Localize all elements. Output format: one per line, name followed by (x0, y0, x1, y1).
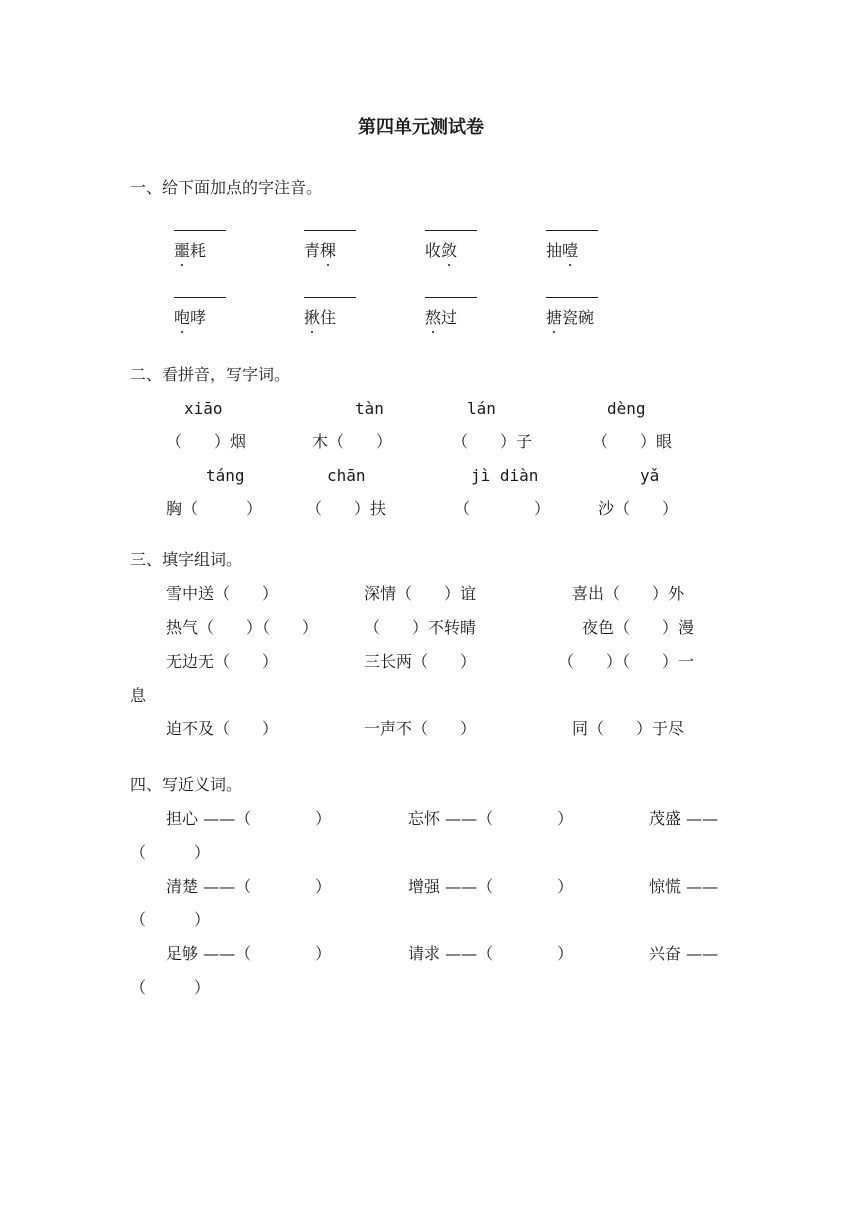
pinyin: tàn (355, 399, 384, 418)
idiom-blank: 雪中送（ ） (166, 584, 279, 603)
word-item: 搪瓷碗 (546, 308, 595, 327)
section2-heading: 二、看拼音，写字词。 (130, 365, 291, 384)
pinyin: xiāo (184, 399, 223, 418)
pinyin: dèng (607, 399, 646, 418)
synonym-wrap: （ ） (130, 910, 211, 929)
idiom-blank: 喜出（ ）外 (572, 584, 685, 603)
fill-word: 木（ ） (312, 432, 393, 451)
synonym-item: 惊慌 —— (649, 877, 719, 896)
answer-blank (425, 230, 477, 231)
fill-word: 胸（ ） (166, 499, 263, 518)
idiom-blank: 迫不及（ ） (166, 719, 279, 738)
pinyin: chān (327, 466, 366, 485)
synonym-wrap: （ ） (130, 978, 211, 997)
idiom-blank: 三长两（ ） (364, 652, 477, 671)
dotted-char: 稞 (320, 241, 337, 260)
section3-heading: 三、填字组词。 (130, 550, 243, 569)
dotted-char: 咆 (174, 308, 191, 327)
dotted-char: 搪 (546, 308, 563, 327)
word-item: 揪住 (304, 308, 337, 327)
page-title: 第四单元测试卷 (358, 117, 484, 138)
fill-word: （ ）眼 (592, 432, 673, 451)
idiom-blank: 热气（ ）（ ） (166, 618, 319, 637)
section1-heading: 一、给下面加点的字注音。 (130, 178, 323, 197)
idiom-blank: （ ）不转睛 (364, 618, 477, 637)
dotted-char: 噎 (562, 241, 579, 260)
fill-word: （ ）扶 (306, 499, 387, 518)
word-item: 噩耗 (174, 241, 207, 260)
answer-blank (546, 230, 598, 231)
idiom-blank: （ ）（ ）一 (558, 652, 695, 671)
synonym-item: 忘怀 ——（ ） (408, 809, 574, 828)
pinyin: yǎ (640, 466, 660, 485)
idiom-wrap: 息 (130, 686, 147, 705)
fill-word: 沙（ ） (598, 499, 679, 518)
synonym-item: 增强 ——（ ） (408, 877, 574, 896)
word-item: 熬过 (425, 308, 458, 327)
answer-blank (546, 297, 598, 298)
pinyin: jì diàn (471, 466, 539, 485)
idiom-blank: 深情（ ）谊 (364, 584, 477, 603)
answer-blank (304, 297, 356, 298)
synonym-item: 清楚 ——（ ） (166, 877, 332, 896)
idiom-blank: 一声不（ ） (364, 719, 477, 738)
synonym-item: 请求 ——（ ） (408, 944, 574, 963)
dotted-char: 揪 (304, 308, 321, 327)
dotted-char: 熬 (425, 308, 442, 327)
synonym-wrap: （ ） (130, 843, 211, 862)
word-item: 收敛 (425, 241, 458, 260)
word-item: 青稞 (304, 241, 337, 260)
answer-blank (174, 230, 226, 231)
word-item: 抽噎 (546, 241, 579, 260)
fill-word: （ ） (454, 499, 551, 518)
answer-blank (304, 230, 356, 231)
dotted-char: 敛 (441, 241, 458, 260)
synonym-item: 茂盛 —— (649, 809, 719, 828)
dotted-char: 噩 (174, 241, 191, 260)
section4-heading: 四、写近义词。 (130, 775, 243, 794)
word-item: 咆哮 (174, 308, 207, 327)
idiom-blank: 同（ ）于尽 (572, 719, 685, 738)
pinyin: lán (467, 399, 496, 418)
synonym-item: 担心 ——（ ） (166, 809, 332, 828)
fill-word: （ ）子 (452, 432, 533, 451)
idiom-blank: 无边无（ ） (166, 652, 279, 671)
answer-blank (174, 297, 226, 298)
synonym-item: 兴奋 —— (649, 944, 719, 963)
pinyin: táng (206, 466, 245, 485)
answer-blank (425, 297, 477, 298)
idiom-blank: 夜色（ ）漫 (582, 618, 695, 637)
synonym-item: 足够 ——（ ） (166, 944, 332, 963)
fill-word: （ ）烟 (166, 432, 247, 451)
